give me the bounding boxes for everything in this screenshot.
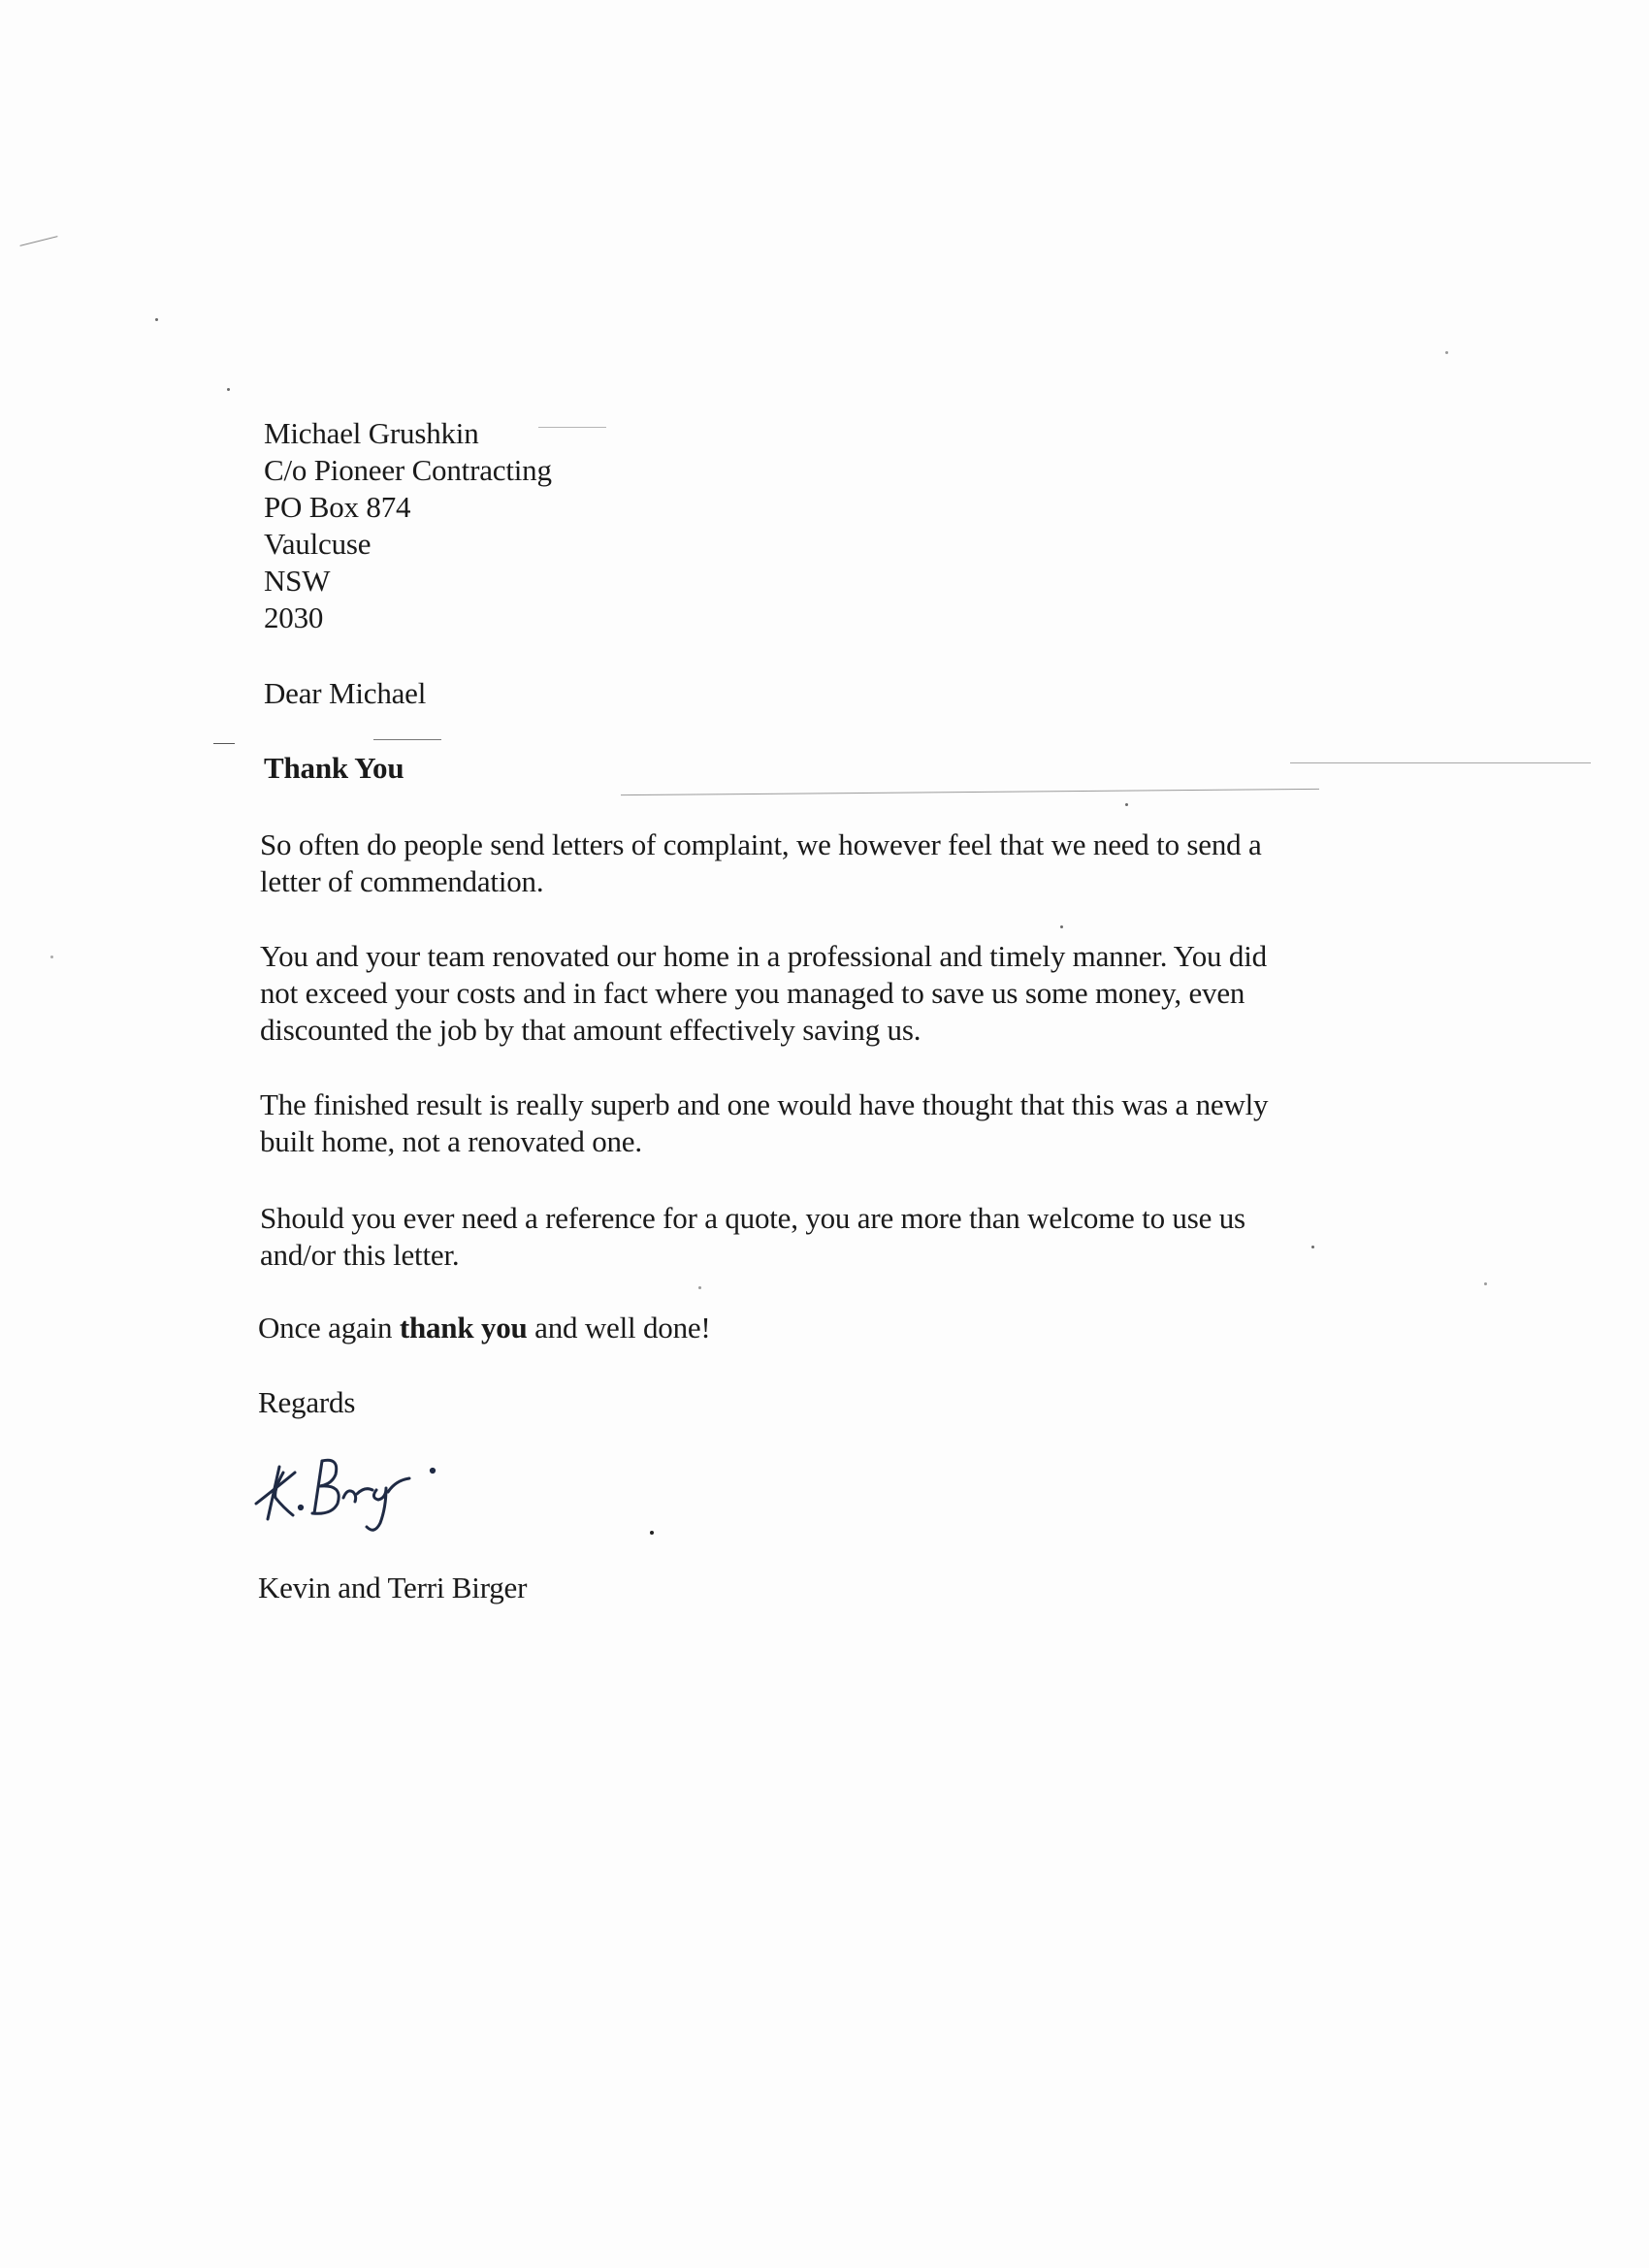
sign-off: Regards [258,1385,356,1419]
body-line: built home, not a renovated one. [260,1124,642,1158]
body-line: not exceed your costs and in fact where you managed to save us some money, even [260,976,1245,1010]
scan-artifact [621,789,1319,795]
scan-artifact [1484,1282,1487,1285]
scan-artifact [373,739,441,740]
closing-line-emphasis: thank you [399,1311,528,1345]
body-line: Should you ever need a reference for a quote, you are more than welcome to use us [260,1201,1245,1235]
recipient-po-box: PO Box 874 [264,490,411,524]
body-line: So often do people send letters of complaint, we however feel that we need to send a [260,827,1262,861]
body-line: You and your team renovated our home in a professional and timely manner. You did [260,939,1267,973]
closing-line [258,1310,711,1346]
scan-artifact [1125,803,1128,806]
salutation: Dear Michael [264,676,427,710]
closing-line-end: and well done! [527,1311,711,1345]
recipient-care-of: C/o Pioneer Contracting [264,453,552,487]
recipient-name: Michael Grushkin [264,416,479,450]
body-paragraph-2 [260,938,1267,1049]
closing-line-start: Once again [258,1311,400,1345]
scan-artifact [1311,1246,1314,1248]
recipient-state: NSW [264,564,331,598]
scan-artifact [19,236,57,246]
scan-artifact [213,743,235,744]
scan-artifact [650,1531,654,1535]
recipient-postcode: 2030 [264,600,324,634]
scan-artifact [227,388,230,391]
body-line: letter of commendation. [260,864,544,898]
scan-artifact [50,956,53,958]
body-line: discounted the job by that amount effectively saving us. [260,1013,922,1047]
body-line: and/or this letter. [260,1238,460,1272]
recipient-suburb: Vaulcuse [264,527,372,561]
scan-artifact [1290,762,1591,763]
signatories: Kevin and Terri Birger [258,1571,528,1604]
scan-artifact [538,427,606,428]
body-paragraph-3 [260,1086,1268,1160]
scan-artifact [1445,351,1448,354]
scan-artifact [698,1286,701,1289]
scan-artifact [1060,925,1063,928]
scan-artifact [155,318,158,321]
letter-heading: Thank You [264,751,404,785]
body-paragraph-4 [260,1200,1245,1274]
body-paragraph-1 [260,826,1262,900]
body-line: The finished result is really superb and one would have thought that this was a newly [260,1087,1269,1121]
signature-image [250,1443,444,1540]
